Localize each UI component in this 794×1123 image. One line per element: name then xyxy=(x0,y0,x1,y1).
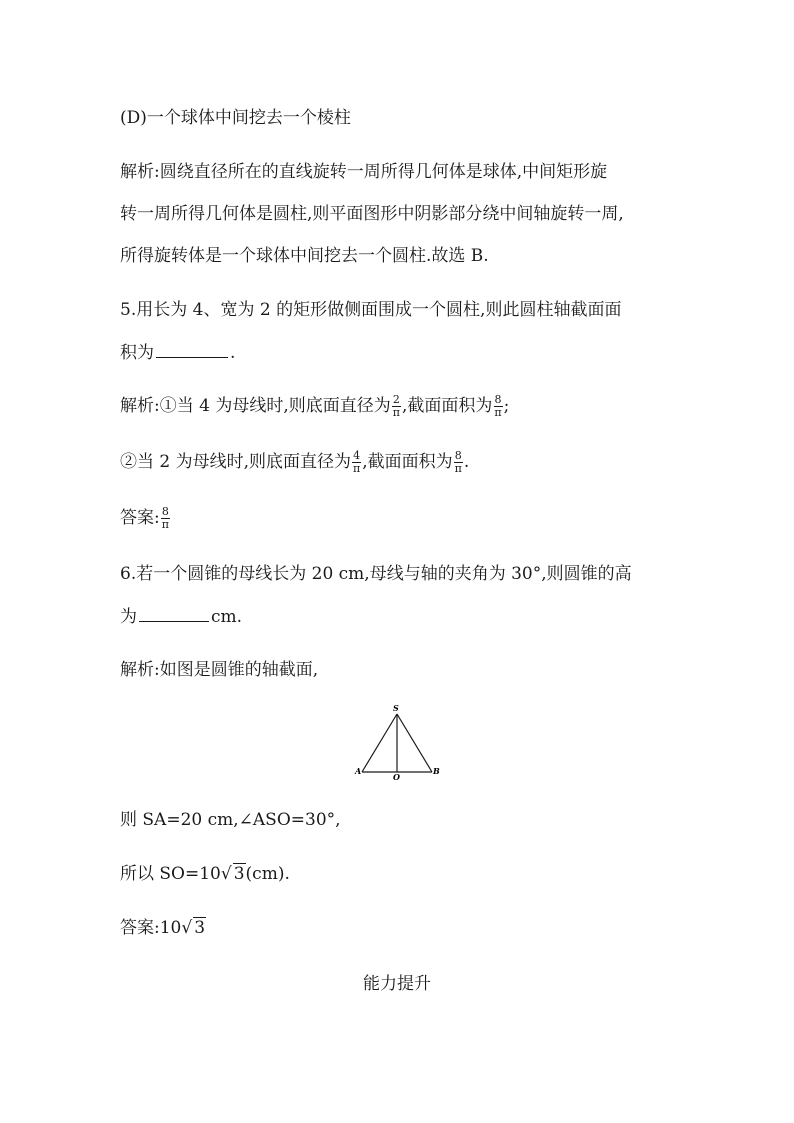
answer-blank xyxy=(156,340,228,358)
answer-label: 答案: xyxy=(120,508,160,528)
analysis-6-line-3 xyxy=(120,862,290,886)
radicand: 3 xyxy=(233,864,245,884)
analysis-5-text-e: ,截面面积为 xyxy=(362,452,453,472)
question-6-text: 为 xyxy=(120,607,137,627)
fraction-den: π xyxy=(454,462,462,475)
analysis-6-unit: (cm). xyxy=(245,864,290,884)
analysis-5-text-d: ②当 2 为母线时,则底面直径为 xyxy=(120,452,352,472)
analysis-line-3: 所得旋转体是一个球体中间挖去一个圆柱.故选 B. xyxy=(120,246,489,266)
option-d: (D)一个球体中间挖去一个棱柱 xyxy=(120,108,351,128)
fraction-2-pi xyxy=(392,394,401,419)
answer-6 xyxy=(120,916,206,940)
fraction-num: 8 xyxy=(494,393,502,406)
question-5-line-2 xyxy=(120,340,235,365)
fraction-den: π xyxy=(161,518,169,531)
analysis-5-line-1 xyxy=(120,394,509,419)
question-5-period: . xyxy=(230,343,236,363)
edge-sb xyxy=(397,714,432,772)
answer-blank xyxy=(139,604,209,622)
fraction-4-pi xyxy=(352,450,361,475)
fraction-num: 8 xyxy=(454,449,462,462)
fraction-num: 8 xyxy=(161,505,169,518)
label-s: S xyxy=(393,703,399,713)
label-a: A xyxy=(355,766,362,776)
edge-sa xyxy=(362,714,397,772)
analysis-line-2: 转一周所得几何体是圆柱,则平面图形中阴影部分绕中间轴旋转一周, xyxy=(120,204,624,224)
label-o: O xyxy=(393,772,400,782)
analysis-line-1: 解析:圆绕直径所在的直线旋转一周所得几何体是球体,中间矩形旋 xyxy=(120,162,608,182)
analysis-6-line-2: 则 SA=20 cm,∠ASO=30°, xyxy=(120,810,341,830)
radicand: 3 xyxy=(194,918,206,938)
fraction-8-pi xyxy=(161,506,170,531)
question-5-text: 积为 xyxy=(120,343,154,363)
analysis-5-text-a: 解析:①当 4 为母线时,则底面直径为 xyxy=(120,396,391,416)
question-6-unit: cm. xyxy=(211,607,243,627)
sqrt-symbol: √ xyxy=(220,864,232,884)
fraction-num: 4 xyxy=(353,449,361,462)
cone-axial-section-figure xyxy=(350,700,440,784)
answer-label: 答案:10 xyxy=(120,918,182,938)
fraction-8-pi xyxy=(454,450,463,475)
question-5-line-1: 5.用长为 4、宽为 2 的矩形做侧面围成一个圆柱,则此圆柱轴截面面 xyxy=(120,300,622,320)
question-6-line-1: 6.若一个圆锥的母线长为 20 cm,母线与轴的夹角为 30°,则圆锥的高 xyxy=(120,564,632,584)
sqrt-3 xyxy=(181,916,206,940)
analysis-6-line-1: 解析:如图是圆锥的轴截面, xyxy=(120,660,319,680)
fraction-num: 2 xyxy=(392,393,400,406)
answer-5 xyxy=(120,506,171,531)
analysis-5-text-c: ; xyxy=(503,396,510,416)
analysis-5-line-2 xyxy=(120,450,469,475)
fraction-8-pi xyxy=(493,394,502,419)
fraction-den: π xyxy=(494,406,502,419)
sqrt-symbol: √ xyxy=(181,918,193,938)
fraction-den: π xyxy=(353,462,361,475)
section-heading: 能力提升 xyxy=(363,974,431,994)
sqrt-3 xyxy=(221,862,246,886)
analysis-6-text: 所以 SO=10 xyxy=(120,864,221,884)
label-b: B xyxy=(433,766,440,776)
analysis-5-text-b: ,截面面积为 xyxy=(402,396,493,416)
question-6-line-2 xyxy=(120,604,242,629)
fraction-den: π xyxy=(392,406,400,419)
analysis-5-text-f: . xyxy=(463,452,470,472)
